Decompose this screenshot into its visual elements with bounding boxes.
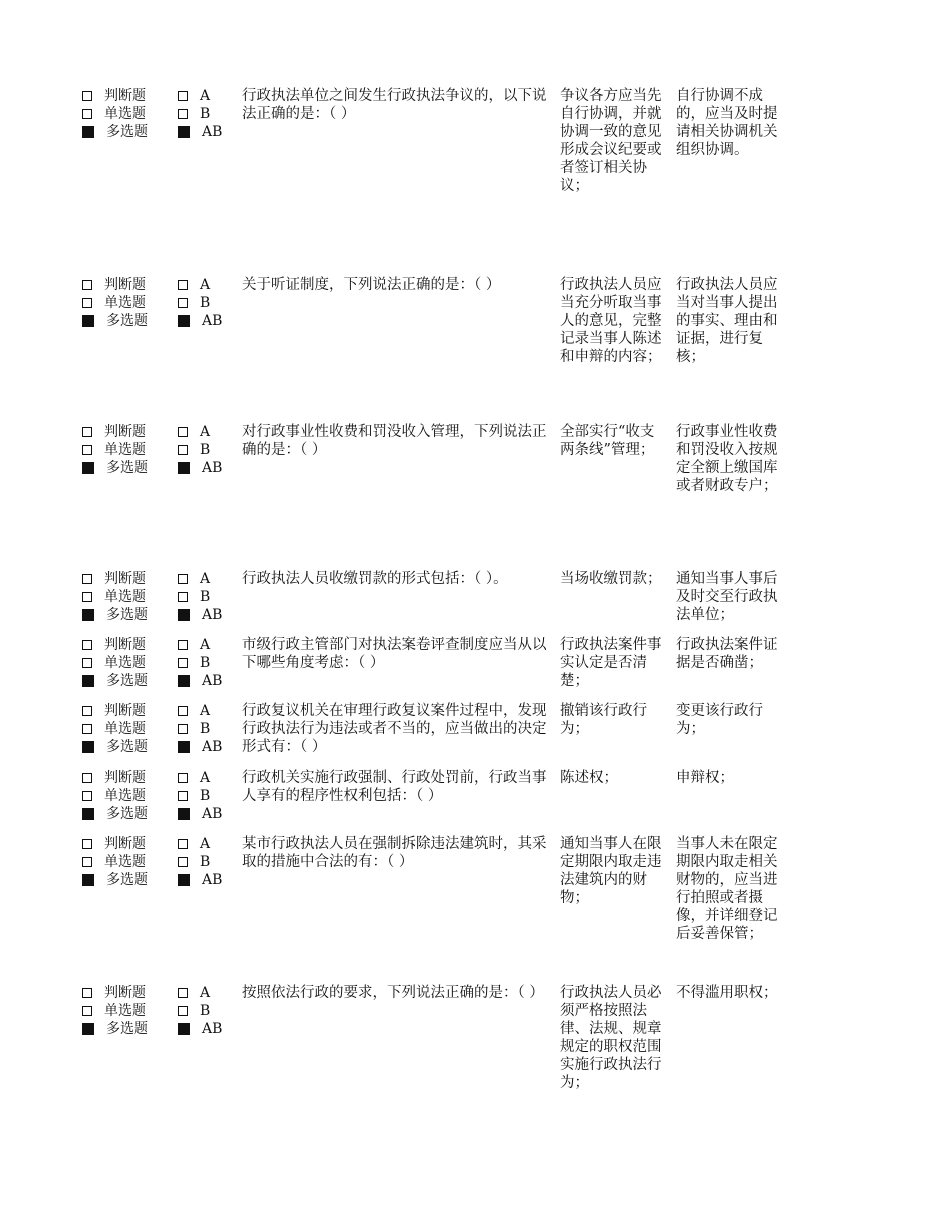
answer-option[interactable] (178, 871, 238, 889)
option-a-text: 行政执法人员必须严格按照法律、法规、规章规定的职权范围实施行政执法行为； (560, 985, 662, 1091)
answer-option[interactable] (178, 87, 238, 105)
checked-checkbox-icon[interactable] (82, 874, 94, 886)
question-type-option[interactable] (82, 105, 172, 123)
question-type-group (82, 769, 172, 823)
answer-option[interactable] (178, 853, 238, 871)
answer-option[interactable] (178, 588, 238, 606)
question-text: 按照依法行政的要求，下列说法正确的是：（ ） (242, 985, 544, 1001)
answer-option[interactable] (178, 654, 238, 672)
checkbox-icon[interactable] (178, 445, 188, 455)
question-type-option[interactable] (82, 1020, 172, 1038)
question-type-label: 判断题 (104, 836, 146, 852)
option-a-text: 全部实行“收支两条线”管理； (560, 424, 655, 458)
answer-option[interactable] (178, 423, 238, 441)
question-type-label: 多选题 (106, 124, 148, 140)
question-type-option[interactable] (82, 606, 172, 624)
question-type-label: 判断题 (104, 424, 146, 440)
question-type-option[interactable] (82, 312, 172, 330)
question-type-label: 单选题 (104, 854, 146, 870)
checkbox-icon[interactable] (178, 91, 188, 101)
checkbox-icon[interactable] (178, 857, 188, 867)
checked-checkbox-icon[interactable] (178, 315, 190, 327)
question-type-group (82, 984, 172, 1038)
answer-label: A (200, 424, 211, 440)
question-type-option[interactable] (82, 588, 172, 606)
checked-checkbox-icon[interactable] (178, 126, 190, 138)
option-a-text: 撤销该行政行为； (560, 703, 647, 737)
checkbox-icon[interactable] (82, 298, 92, 308)
checkbox-icon[interactable] (178, 427, 188, 437)
answer-label: B (200, 589, 211, 605)
answer-label: A (200, 88, 211, 104)
question-type-option[interactable] (82, 459, 172, 477)
checkbox-icon[interactable] (178, 791, 188, 801)
answer-group (178, 87, 238, 141)
answer-option[interactable] (178, 294, 238, 312)
checkbox-icon[interactable] (178, 298, 188, 308)
question-type-label: 多选题 (106, 460, 148, 476)
answer-option[interactable] (178, 636, 238, 654)
answer-label: B (200, 295, 211, 311)
question-text: 行政执法单位之间发生行政执法争议的，以下说法正确的是：（ ） (242, 88, 547, 122)
checkbox-icon[interactable] (82, 773, 92, 783)
answer-option[interactable] (178, 702, 238, 720)
answer-option[interactable] (178, 672, 238, 690)
question-type-option[interactable] (82, 294, 172, 312)
option-a-text: 当场收缴罚款； (560, 571, 662, 587)
question-text: 关于听证制度，下列说法正确的是：（ ） (242, 277, 501, 293)
question-type-option[interactable] (82, 87, 172, 105)
checked-checkbox-icon[interactable] (82, 609, 94, 621)
answer-label: B (200, 788, 211, 804)
question-type-option[interactable] (82, 702, 172, 720)
option-b-text: 变更该行政行为； (676, 703, 763, 737)
question-type-label: 判断题 (104, 571, 146, 587)
answer-option[interactable] (178, 570, 238, 588)
checked-checkbox-icon[interactable] (82, 126, 94, 138)
question-type-label: 多选题 (106, 739, 148, 755)
question-type-label: 单选题 (104, 442, 146, 458)
question-type-option[interactable] (82, 853, 172, 871)
question-type-option[interactable] (82, 570, 172, 588)
question-type-option[interactable] (82, 672, 172, 690)
answer-label: A (200, 703, 211, 719)
answer-group (178, 276, 238, 330)
answer-label: AB (202, 739, 223, 755)
answer-group (178, 835, 238, 889)
question-type-label: 多选题 (106, 607, 148, 623)
option-a-text: 陈述权； (560, 770, 618, 786)
checkbox-icon[interactable] (82, 791, 92, 801)
question-text: 行政机关实施行政强制、行政处罚前，行政当事人享有的程序性权利包括：（ ） (242, 770, 547, 804)
answer-option[interactable] (178, 835, 238, 853)
checked-checkbox-icon[interactable] (82, 315, 94, 327)
question-type-label: 单选题 (104, 106, 146, 122)
checkbox-icon[interactable] (178, 640, 188, 650)
answer-group (178, 769, 238, 823)
option-b-text: 行政事业性收费和罚没收入按规定全额上缴国库或者财政专户； (676, 424, 778, 494)
question-type-group (82, 702, 172, 756)
answer-option[interactable] (178, 1020, 238, 1038)
checkbox-icon[interactable] (178, 706, 188, 716)
answer-option[interactable] (178, 441, 238, 459)
question-type-label: 单选题 (104, 788, 146, 804)
question-text: 行政复议机关在审理行政复议案件过程中，发现行政执法行为违法或者不当的，应当做出的决定形式有：（ ） (242, 703, 547, 755)
question-type-option[interactable] (82, 276, 172, 294)
answer-label: AB (202, 806, 223, 822)
checkbox-icon[interactable] (178, 724, 188, 734)
checkbox-icon[interactable] (82, 574, 92, 584)
question-text: 市级行政主管部门对执法案卷评查制度应当从以下哪些角度考虑：（ ） (242, 637, 547, 671)
answer-label: B (200, 721, 211, 737)
answer-group (178, 423, 238, 477)
answer-label: AB (202, 607, 223, 623)
question-type-label: 判断题 (104, 277, 146, 293)
option-a-text: 争议各方应当先自行协调，并就协调一致的意见形成会议纪要或者签订相关协议； (560, 88, 662, 194)
answer-option[interactable] (178, 769, 238, 787)
question-type-option[interactable] (82, 835, 172, 853)
question-type-label: 单选题 (104, 721, 146, 737)
checked-checkbox-icon[interactable] (178, 675, 190, 687)
question-type-label: 单选题 (104, 589, 146, 605)
question-type-label: 多选题 (106, 806, 148, 822)
question-type-label: 判断题 (104, 985, 146, 1001)
answer-label: A (200, 770, 211, 786)
checkbox-icon[interactable] (178, 773, 188, 783)
answer-option[interactable] (178, 459, 238, 477)
answer-label: AB (202, 1021, 223, 1037)
checked-checkbox-icon[interactable] (178, 741, 190, 753)
checked-checkbox-icon[interactable] (178, 1023, 190, 1035)
question-type-label: 判断题 (104, 88, 146, 104)
option-a-text: 通知当事人在限定期限内取走违法建筑内的财物； (560, 836, 662, 906)
answer-label: AB (202, 124, 223, 140)
answer-label: A (200, 277, 211, 293)
option-b-text: 申辩权； (676, 770, 734, 786)
answer-option[interactable] (178, 276, 238, 294)
question-type-label: 判断题 (104, 770, 146, 786)
question-type-option[interactable] (82, 423, 172, 441)
answer-option[interactable] (178, 805, 238, 823)
question-type-option[interactable] (82, 654, 172, 672)
question-type-label: 多选题 (106, 313, 148, 329)
question-type-label: 判断题 (104, 637, 146, 653)
checked-checkbox-icon[interactable] (178, 808, 190, 820)
answer-option[interactable] (178, 720, 238, 738)
question-type-label: 单选题 (104, 655, 146, 671)
answer-label: A (200, 985, 211, 1001)
checkbox-icon[interactable] (82, 706, 92, 716)
checkbox-icon[interactable] (178, 574, 188, 584)
checkbox-icon[interactable] (82, 1006, 92, 1016)
answer-option[interactable] (178, 1002, 238, 1020)
checkbox-icon[interactable] (82, 988, 92, 998)
checked-checkbox-icon[interactable] (82, 462, 94, 474)
option-b-text: 不得滥用职权； (676, 985, 778, 1001)
checkbox-icon[interactable] (82, 640, 92, 650)
answer-label: AB (202, 460, 223, 476)
checkbox-icon[interactable] (178, 1006, 188, 1016)
option-b-text: 行政执法人员应当对当事人提出的事实、理由和证据，进行复核； (676, 277, 778, 365)
checkbox-icon[interactable] (82, 592, 92, 602)
question-type-label: 多选题 (106, 1021, 148, 1037)
answer-label: A (200, 637, 211, 653)
answer-label: AB (202, 872, 223, 888)
question-type-group (82, 87, 172, 141)
answer-option[interactable] (178, 105, 238, 123)
question-type-option[interactable] (82, 984, 172, 1002)
answer-option[interactable] (178, 787, 238, 805)
checked-checkbox-icon[interactable] (82, 1023, 94, 1035)
question-type-label: 判断题 (104, 703, 146, 719)
answer-option[interactable] (178, 984, 238, 1002)
option-b-text: 通知当事人事后及时交至行政执法单位； (676, 571, 778, 623)
checkbox-icon[interactable] (82, 427, 92, 437)
option-a-text: 行政执法案件事实认定是否清楚； (560, 637, 662, 689)
checkbox-icon[interactable] (178, 839, 188, 849)
question-text: 行政执法人员收缴罚款的形式包括：（ ）。 (242, 571, 508, 587)
answer-label: B (200, 655, 211, 671)
checked-checkbox-icon[interactable] (178, 462, 190, 474)
answer-option[interactable] (178, 123, 238, 141)
answer-label: AB (202, 313, 223, 329)
checkbox-icon[interactable] (82, 445, 92, 455)
answer-option[interactable] (178, 738, 238, 756)
option-b-text: 自行协调不成的，应当及时提请相关协调机关组织协调。 (676, 88, 778, 158)
checked-checkbox-icon[interactable] (178, 874, 190, 886)
checkbox-icon[interactable] (82, 91, 92, 101)
checked-checkbox-icon[interactable] (178, 609, 190, 621)
answer-label: AB (202, 673, 223, 689)
answer-group (178, 702, 238, 756)
question-type-group (82, 636, 172, 690)
question-text: 某市行政执法人员在强制拆除违法建筑时，其采取的措施中合法的有：（ ） (242, 836, 547, 870)
checkbox-icon[interactable] (82, 857, 92, 867)
question-type-option[interactable] (82, 871, 172, 889)
checkbox-icon[interactable] (178, 280, 188, 290)
checked-checkbox-icon[interactable] (82, 808, 94, 820)
checked-checkbox-icon[interactable] (82, 741, 94, 753)
question-type-option[interactable] (82, 636, 172, 654)
question-type-label: 单选题 (104, 295, 146, 311)
question-type-option[interactable] (82, 720, 172, 738)
question-type-option[interactable] (82, 1002, 172, 1020)
question-type-group (82, 423, 172, 477)
checked-checkbox-icon[interactable] (82, 675, 94, 687)
option-b-text: 行政执法案件证据是否确凿； (676, 637, 778, 671)
answer-label: B (200, 442, 211, 458)
answer-label: A (200, 836, 211, 852)
question-type-option[interactable] (82, 123, 172, 141)
question-type-option[interactable] (82, 787, 172, 805)
checkbox-icon[interactable] (82, 658, 92, 668)
answer-group (178, 636, 238, 690)
question-type-option[interactable] (82, 805, 172, 823)
answer-option[interactable] (178, 606, 238, 624)
answer-group (178, 984, 238, 1038)
checkbox-icon[interactable] (82, 109, 92, 119)
question-type-group (82, 835, 172, 889)
question-type-option[interactable] (82, 738, 172, 756)
answer-label: B (200, 1003, 211, 1019)
checkbox-icon[interactable] (82, 839, 92, 849)
question-type-group (82, 570, 172, 624)
question-type-option[interactable] (82, 769, 172, 787)
checkbox-icon[interactable] (178, 109, 188, 119)
answer-label: A (200, 571, 211, 587)
checkbox-icon[interactable] (82, 280, 92, 290)
answer-group (178, 570, 238, 624)
option-b-text: 当事人未在限定期限内取走相关财物的，应当进行拍照或者摄像，并详细登记后妥善保管； (676, 836, 778, 942)
checkbox-icon[interactable] (82, 724, 92, 734)
question-type-option[interactable] (82, 441, 172, 459)
checkbox-icon[interactable] (178, 592, 188, 602)
answer-label: B (200, 854, 211, 870)
question-type-label: 多选题 (106, 872, 148, 888)
question-type-group (82, 276, 172, 330)
question-text: 对行政事业性收费和罚没收入管理，下列说法正确的是：（ ） (242, 424, 547, 458)
checkbox-icon[interactable] (178, 988, 188, 998)
answer-label: B (200, 106, 211, 122)
option-a-text: 行政执法人员应当充分听取当事人的意见，完整记录当事人陈述和申辩的内容； (560, 277, 662, 365)
question-type-label: 多选题 (106, 673, 148, 689)
question-type-label: 单选题 (104, 1003, 146, 1019)
checkbox-icon[interactable] (178, 658, 188, 668)
answer-option[interactable] (178, 312, 238, 330)
